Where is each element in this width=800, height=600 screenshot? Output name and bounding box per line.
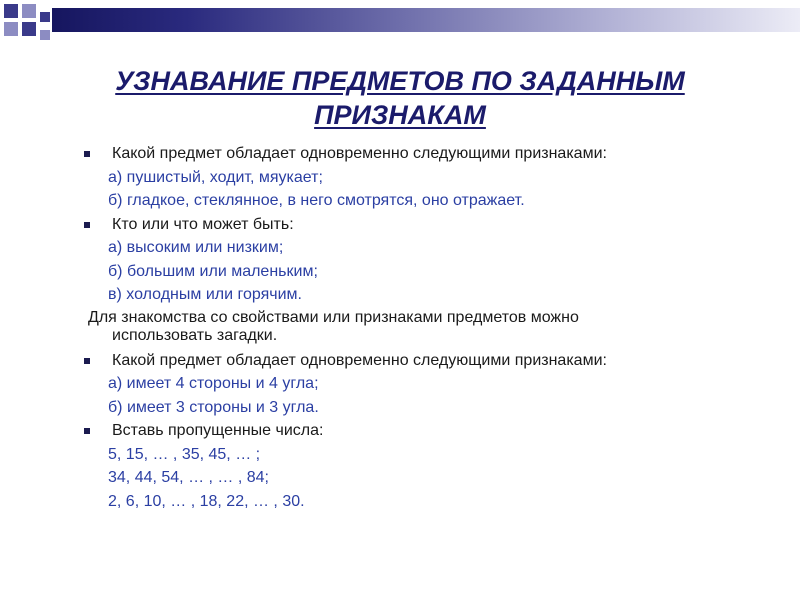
decor-square-5 xyxy=(40,12,50,22)
decor-square-2 xyxy=(22,4,36,18)
decor-square-4 xyxy=(22,22,36,36)
header-gradient-bar xyxy=(52,8,800,32)
decor-square-1 xyxy=(4,4,18,18)
sub-item: 5, 15, … , 35, 45, … ; xyxy=(108,445,261,463)
sub-item: а) пушистый, ходит, мяукает; xyxy=(108,168,323,186)
decorative-header-band xyxy=(0,0,800,50)
sub-item: б) большим или маленьким; xyxy=(108,262,318,280)
sub-item: 2, 6, 10, … , 18, 22, … , 30. xyxy=(108,492,305,510)
slide-title: УЗНАВАНИЕ ПРЕДМЕТОВ ПО ЗАДАННЫМ ПРИЗНАКАМ xyxy=(115,66,685,130)
sub-item: б) гладкое, стеклянное, в него смотрятся, оно отражает. xyxy=(108,192,525,209)
decor-square-6 xyxy=(40,30,50,40)
bullet-text: Кто или что может быть: xyxy=(112,215,294,233)
sub-item: а) имеет 4 стороны и 4 угла; xyxy=(108,375,319,392)
bullet-item xyxy=(0,349,800,373)
decor-square-3 xyxy=(4,22,18,36)
bullet-text: Какой предмет обладает одновременно следующими признаками: xyxy=(112,351,607,369)
sub-item: б) имеет 3 стороны и 3 угла. xyxy=(108,398,319,416)
bullet-item xyxy=(0,213,800,237)
paragraph-line: использовать загадки. xyxy=(112,326,278,344)
paragraph-line: Для знакомства со свойствами или признаками предметов можно xyxy=(88,308,579,326)
square-bullet-icon xyxy=(84,358,90,364)
bullet-item xyxy=(0,419,800,443)
sub-item: в) холодным или горячим. xyxy=(108,286,302,303)
bullet-text: Какой предмет обладает одновременно следующими признаками: xyxy=(112,145,607,162)
square-bullet-icon xyxy=(84,428,90,434)
paragraph-riddles xyxy=(0,309,728,345)
bullet-item xyxy=(0,142,800,166)
square-bullet-icon xyxy=(84,222,90,228)
bullet-text: Вставь пропущенные числа: xyxy=(112,422,324,439)
square-bullet-icon xyxy=(84,151,90,157)
slide-body xyxy=(0,142,800,513)
sub-item: 34, 44, 54, … , … , 84; xyxy=(108,469,269,486)
sub-item: а) высоким или низким; xyxy=(108,239,284,256)
